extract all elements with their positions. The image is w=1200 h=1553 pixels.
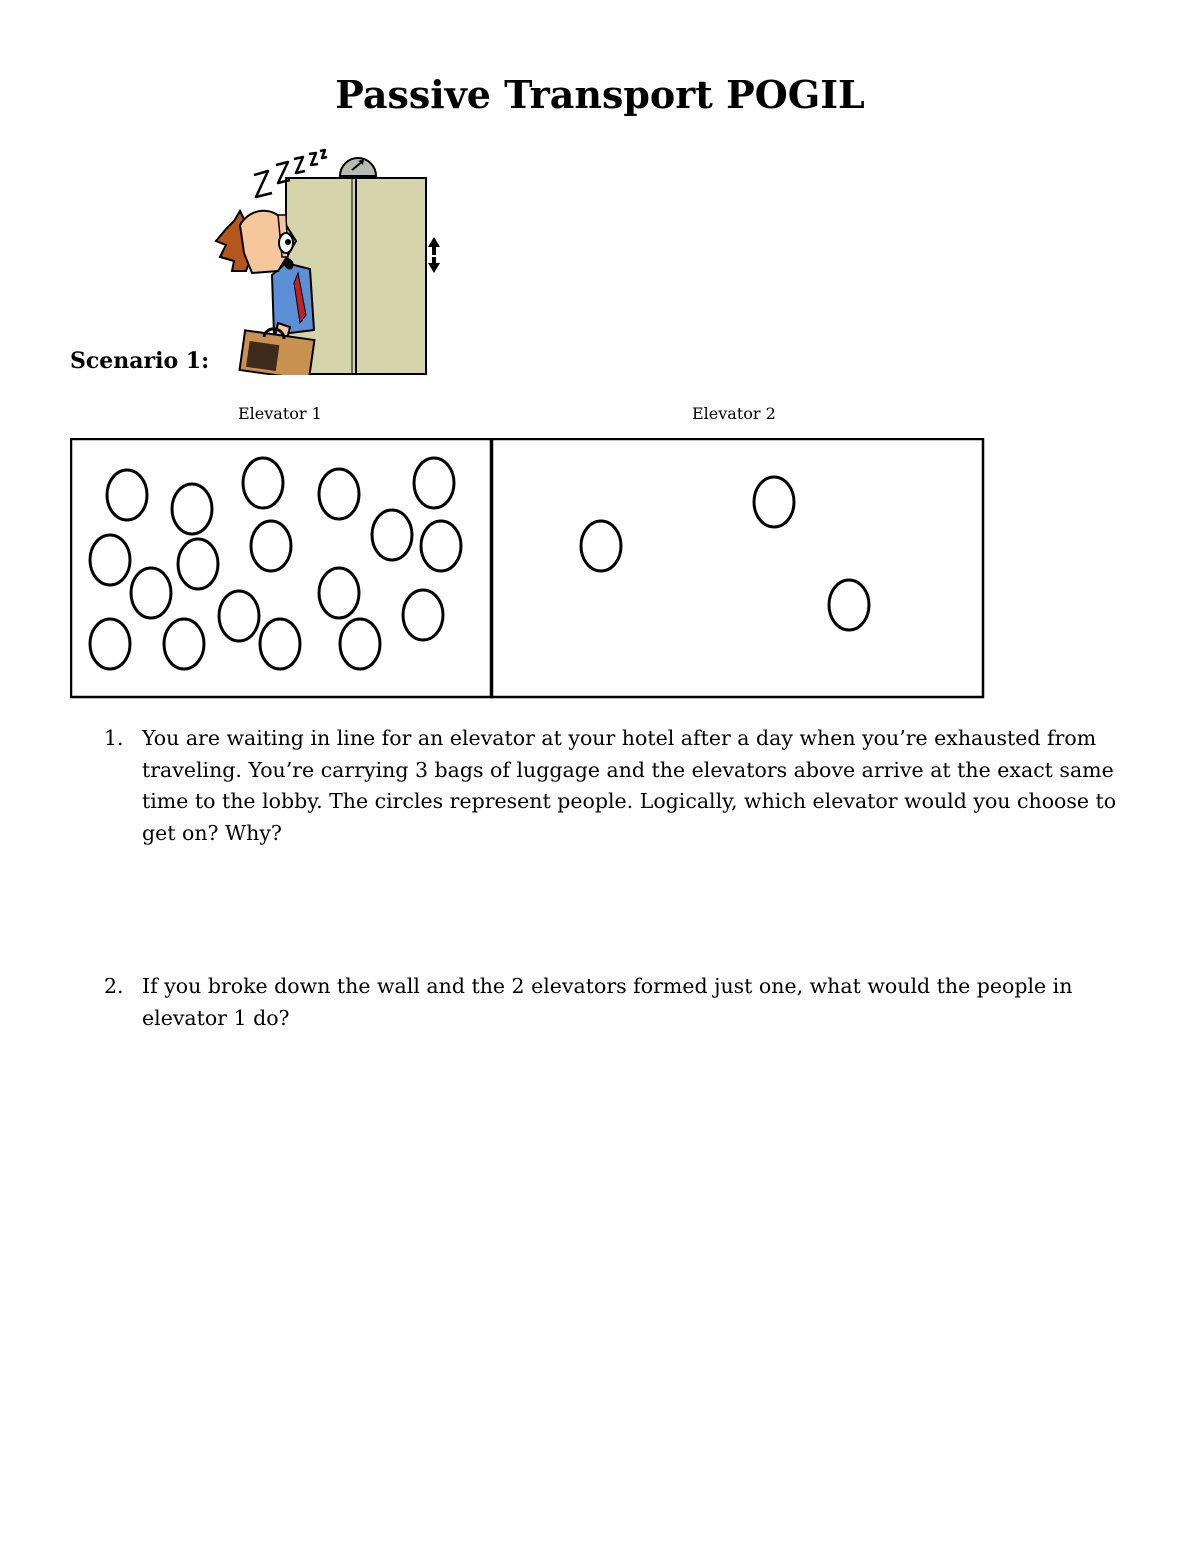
person-circle: [403, 590, 443, 640]
question-number: 1.: [104, 726, 124, 750]
elevators-diagram: [70, 438, 985, 699]
up-down-arrows-icon: [428, 237, 440, 273]
person-circle: [829, 580, 869, 630]
person-circle: [414, 458, 454, 508]
person-circle: [319, 469, 359, 519]
person-circle: [754, 477, 794, 527]
person-circle: [260, 619, 300, 669]
person-circle: [219, 591, 259, 641]
question-item: [104, 723, 1134, 849]
person-circle: [319, 568, 359, 618]
person-circle: [340, 619, 380, 669]
person-circle: [131, 568, 171, 618]
question-text: You are waiting in line for an elevator at your hotel after a day when you’re exhausted from traveling. You’re carrying 3 bags of luggage and the elevators above arrive at the exact same time to the lobby. The circles represent people. Logically, which elevator would you choose to get on? Why?: [142, 726, 1117, 845]
person-circle: [172, 484, 212, 534]
person-circle: [107, 470, 147, 520]
person-circle: [178, 539, 218, 589]
person-circle: [164, 619, 204, 669]
person-circle: [581, 521, 621, 571]
person-circle: [90, 535, 130, 585]
person-circle: [372, 510, 412, 560]
person-circle: [251, 521, 291, 571]
elevator-1-people: [90, 458, 461, 669]
person-circle: [90, 619, 130, 669]
elevator-2-label: Elevator 2: [692, 404, 776, 423]
question-number: 2.: [104, 974, 124, 998]
question-text: If you broke down the wall and the 2 elevators formed just one, what would the people in elevator 1 do?: [142, 974, 1073, 1030]
page-title: Passive Transport POGIL: [335, 72, 865, 117]
elevator-1-label: Elevator 1: [238, 404, 322, 423]
person-circle: [243, 458, 283, 508]
scenario-label: Scenario 1:: [70, 348, 210, 374]
question-item: [104, 971, 1134, 1034]
floor-indicator-icon: [340, 158, 376, 176]
person-circle: [421, 521, 461, 571]
elevator-2-box: [491, 439, 983, 697]
elevator-2-people: [581, 477, 869, 630]
sleepy-man-elevator-illustration: [212, 145, 452, 375]
